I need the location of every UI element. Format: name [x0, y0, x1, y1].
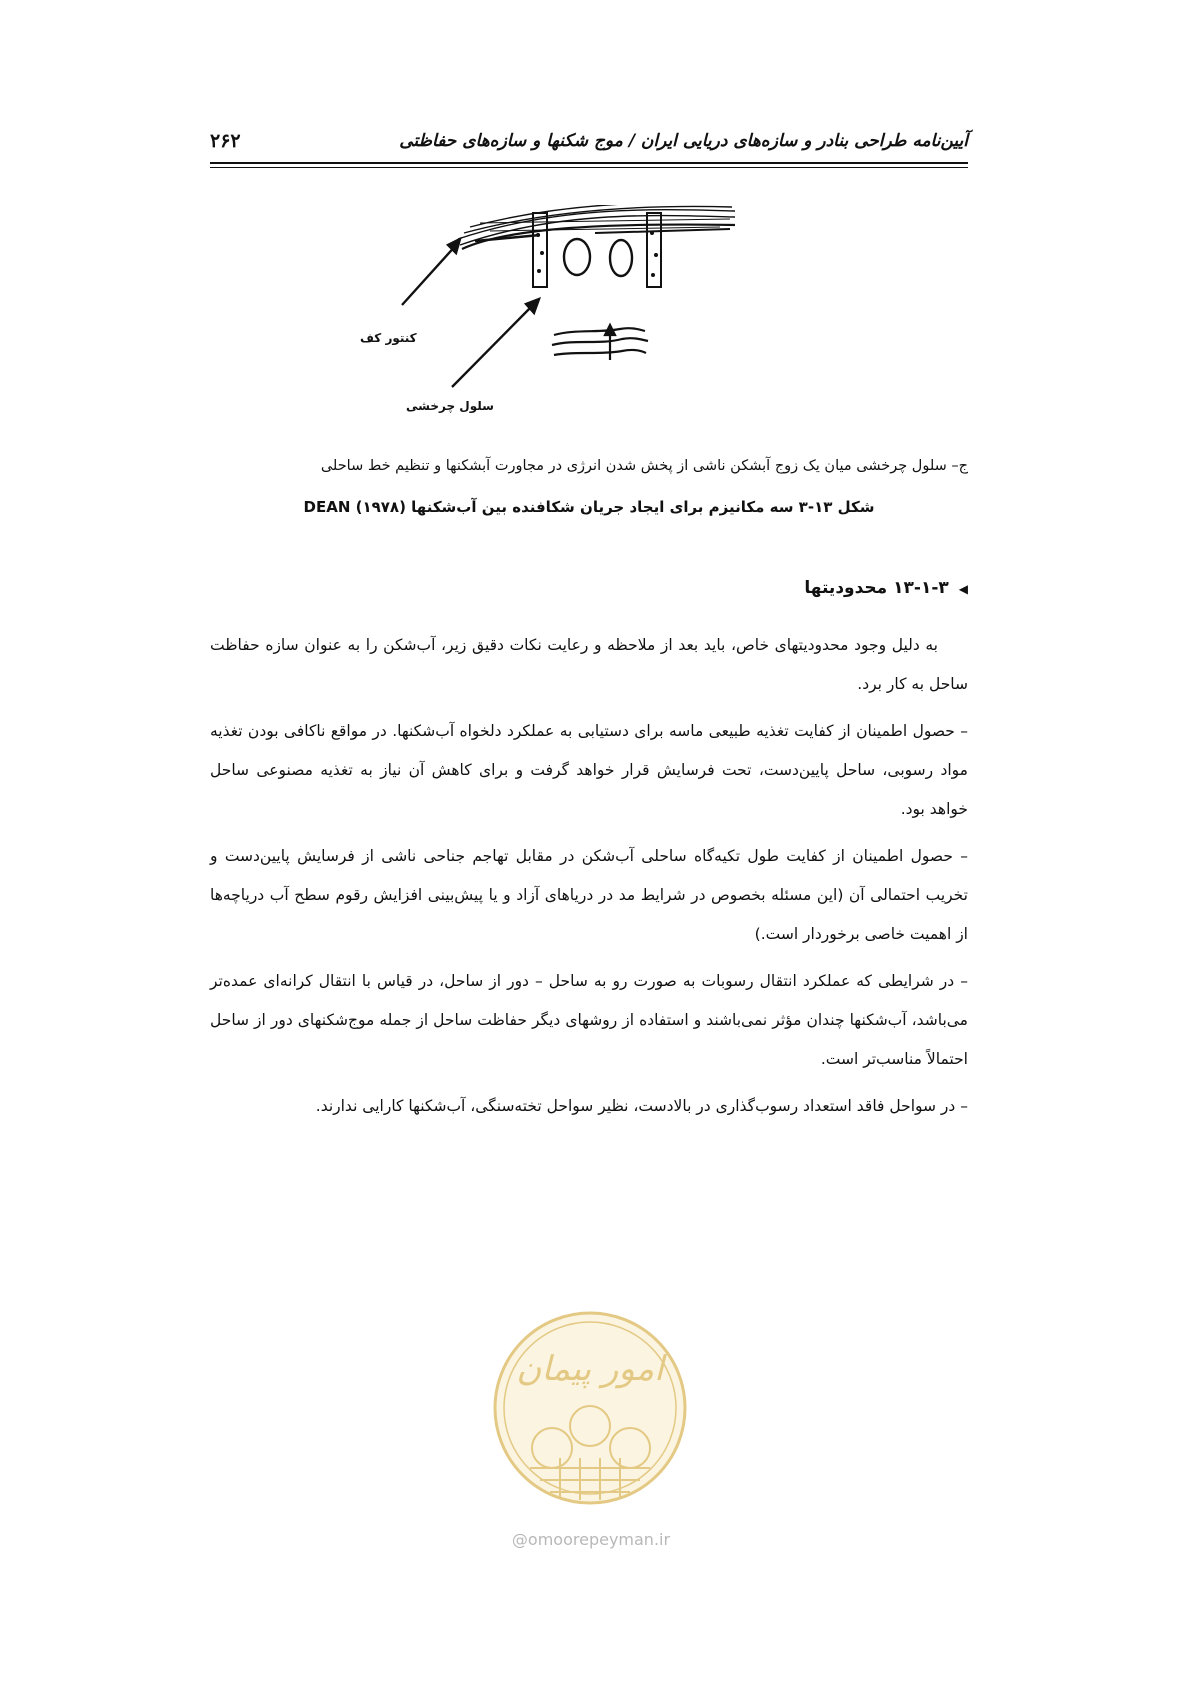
paragraph: – حصول اطمینان از کفایت تغذیه طبیعی ماسه برای دستیابی به عملکرد دلخواه آب‌شکنها. در مواقع ناکافی بودن تغذیه مواد رسوبی، ساحل پایین‌دست، تحت فرسایش قرار خواهد گرفت و برای کاهش آن نیاز به تغذیه مصنوعی ساحل خواهد بود.	[210, 722, 968, 818]
incident-waves	[552, 325, 648, 360]
paragraph: – در شرایطی که عملکرد انتقال رسوبات به صورت رو به ساحل – دور از ساحل، در قیاس با انتقال کرانه‌ای عمده‌تر می‌باشد، آب‌شکنها چندان مؤثر نمی‌باشند و استفاده از روشهای دیگر حفاظت ساحل از جمله موج‌شکنهای دور از ساحل احتمالاً مناسب‌تر است.	[210, 972, 968, 1068]
header-rule	[210, 162, 968, 164]
paragraph: – در سواحل فاقد استعداد رسوب‌گذاری در بالادست، نظیر سواحل تخته‌سنگی، آب‌شکنها کارایی ندارند.	[315, 1097, 968, 1115]
header-rule-thin	[210, 167, 968, 168]
svg-text:امور پیمان: امور پیمان	[516, 1349, 664, 1389]
circulation-cell-right	[610, 240, 632, 276]
label-rotating-cell: سلول چرخشی	[406, 399, 494, 413]
figure-caption: شکل ۱۳-۳ سه مکانیزم برای ایجاد جریان شکافنده بین آب‌شکنها DEAN (۱۹۷۸)	[303, 498, 875, 516]
paragraph: – حصول اطمینان از کفایت طول تکیه‌گاه ساحلی آب‌شکن در مقابل تهاجم جناحی ناشی از فرسایش پایین‌دست و تخریب احتمالی آن (این مسئله بخصوص در شرایط مد در دریاهای آزاد و یا پیش‌بینی افزایش رقوم سطح آب دریاچه‌ها از اهمیت خاصی برخوردار است.)	[210, 847, 968, 943]
label-bottom-contour: کنتور کف	[360, 331, 417, 345]
figure-subcaption: ج– سلول چرخشی میان یک زوج آبشکن ناشی از پخش شدن انرژی در مجاورت آبشکنها و تنظیم خط ساحلی	[320, 458, 968, 474]
page-number: ۲۶۲	[210, 130, 241, 152]
section-heading	[210, 578, 968, 598]
header-title: آیین‌نامه طراحی بنادر و سازه‌های دریایی ایران / موج شکنها و سازه‌های حفاظتی	[399, 131, 968, 151]
paragraph: به دلیل وجود محدودیتهای خاص، باید بعد از ملاحظه و رعایت نکات دقیق زیر، آب‌شکن را به عنوان سازه حفاظت ساحل به کار برد.	[210, 636, 968, 693]
body-text	[210, 626, 968, 1134]
groin-diagram	[360, 205, 820, 455]
watermark-seal-icon	[490, 1308, 690, 1508]
section-heading-text: ۱۳-۱-۳ محدودیتها	[804, 578, 949, 598]
bullet-triangle-icon: ◀	[958, 582, 968, 596]
groin-diagram-drawing	[360, 205, 820, 455]
arrow-bottom-contour	[402, 239, 460, 305]
circulation-cell-left	[564, 239, 590, 275]
watermark-site: @omoorepeyman.ir	[511, 1530, 671, 1549]
shoreline-band	[458, 205, 735, 249]
running-header	[210, 124, 968, 158]
arrow-rotating-cell	[452, 299, 539, 387]
watermark-logo	[490, 1308, 690, 1508]
